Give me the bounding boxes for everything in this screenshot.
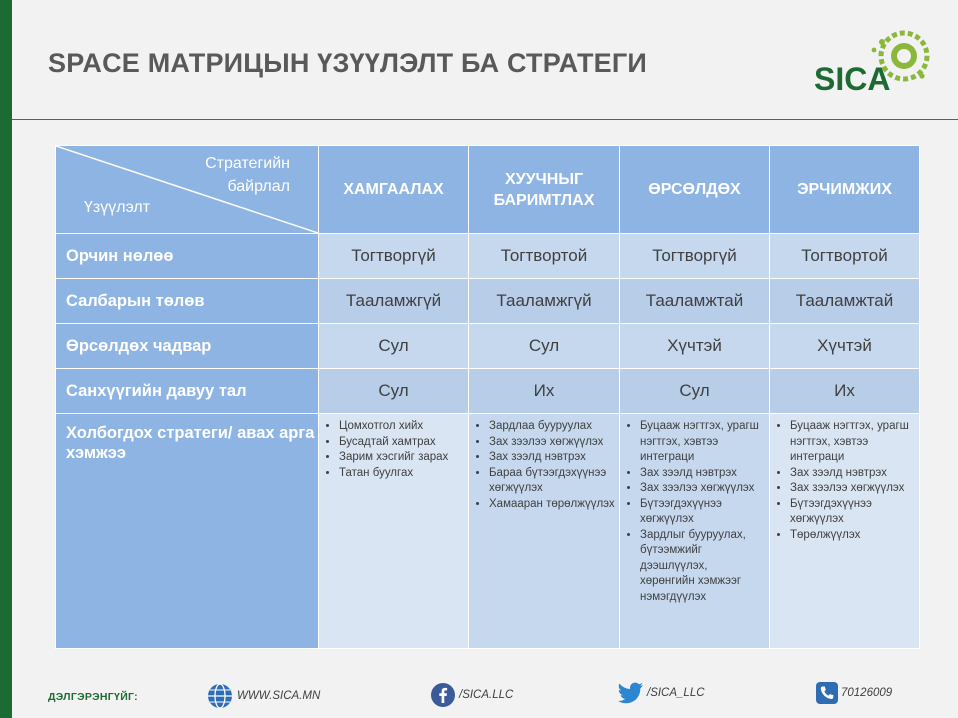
facebook-icon <box>430 682 456 708</box>
list-item: • Зах зээлээ хөгжүүлэх <box>790 481 915 497</box>
corner-column-caption: Стратегийн байрлал <box>205 155 290 195</box>
page-title: SPACE МАТРИЦЫН ҮЗҮҮЛЭЛТ БА СТРАТЕГИ <box>48 48 647 78</box>
table-row <box>56 234 920 279</box>
strategy-list-cell <box>620 414 770 649</box>
table-cell: Тааламжгүй <box>469 279 620 324</box>
table-cell: Тааламжтай <box>770 279 920 324</box>
table-row <box>56 369 920 414</box>
list-item: • Зах зээлээ хөгжүүлэх <box>489 435 615 451</box>
facebook-link[interactable] <box>430 682 513 708</box>
row-label: Орчин нөлөө <box>56 234 319 279</box>
table-cell: Тогтвортой <box>469 234 620 279</box>
table-cell: Их <box>770 369 920 414</box>
strategy-list-cell <box>770 414 920 649</box>
table-cell: Сул <box>319 324 469 369</box>
twitter-icon <box>618 682 644 704</box>
strategy-list-cell <box>319 414 469 649</box>
phone-icon <box>816 682 838 704</box>
table-row <box>56 324 920 369</box>
list-item: • Бүтээгдэхүүнээ хөгжүүлэх <box>640 497 765 528</box>
twitter-text: /SICA_LLC <box>647 687 705 699</box>
list-item: • Зардлыг бууруулах, бүтээмжийг дээшлүүлэх, хөрөнгийн хэмжээг нэмэгдүүлэх <box>640 528 765 606</box>
list-item: • Бүтээгдэхүүнээ хөгжүүлэх <box>790 497 915 528</box>
twitter-link[interactable] <box>618 682 705 704</box>
globe-icon <box>206 682 234 710</box>
table-cell: Тааламжгүй <box>319 279 469 324</box>
table-cell: Тогтвортой <box>770 234 920 279</box>
column-header: ЭРЧИМЖИХ <box>770 146 920 234</box>
column-header: ХУУЧНЫГ БАРИМТЛАХ <box>469 146 620 234</box>
website-link[interactable] <box>206 682 320 710</box>
list-item: • Бараа бүтээгдэхүүнээ хөгжүүлэх <box>489 466 615 497</box>
logo-text: SICA <box>814 61 891 97</box>
row-label: Өрсөлдөх чадвар <box>56 324 319 369</box>
footer <box>0 680 958 714</box>
strategy-list-cell <box>469 414 620 649</box>
table-cell: Сул <box>620 369 770 414</box>
list-item: • Татан буулгах <box>339 466 464 482</box>
row-label: Санхүүгийн давуу тал <box>56 369 319 414</box>
row-label: Холбогдох стратеги/ авах арга хэмжээ <box>56 414 319 649</box>
facebook-text: /SICA.LLC <box>459 689 514 701</box>
phone-text: 70126009 <box>841 687 893 699</box>
table-cell: Хүчтэй <box>770 324 920 369</box>
phone-link[interactable] <box>816 682 892 704</box>
list-item: • Зарим хэсгийг зарах <box>339 450 464 466</box>
list-item: • Зардлаа бууруулах <box>489 419 615 435</box>
strategy-row <box>56 414 920 649</box>
column-header: ХАМГААЛАХ <box>319 146 469 234</box>
table-cell: Сул <box>469 324 620 369</box>
list-item: • Цомхотгол хийх <box>339 419 464 435</box>
space-matrix-table <box>55 145 920 649</box>
sica-logo <box>812 30 932 106</box>
list-item: • Зах зээлд нэвтрэх <box>790 466 915 482</box>
table-cell: Тогтворгүй <box>620 234 770 279</box>
table-row <box>56 279 920 324</box>
list-item: • Төрөлжүүлэх <box>790 528 915 544</box>
table-cell: Хүчтэй <box>620 324 770 369</box>
list-item: • Зах зээлд нэвтрэх <box>640 466 765 482</box>
row-label: Салбарын төлөв <box>56 279 319 324</box>
list-item: • Зах зээлд нэвтрэх <box>489 450 615 466</box>
list-item: • Буцааж нэгтгэх, урагш нэгтгэх, хэвтээ интеграци <box>640 419 765 466</box>
list-item: • Бусадтай хамтрах <box>339 435 464 451</box>
list-item: • Буцааж нэгтгэх, урагш нэгтгэх, хэвтээ интеграци <box>790 419 915 466</box>
left-accent-bar <box>0 0 12 718</box>
table-cell: Их <box>469 369 620 414</box>
column-header: ӨРСӨЛДӨХ <box>620 146 770 234</box>
list-item: • Зах зээлээ хөгжүүлэх <box>640 481 765 497</box>
title-divider <box>12 119 958 120</box>
corner-header-cell <box>56 146 319 234</box>
list-item: • Хамааран төрөлжүүлэх <box>489 497 615 513</box>
website-text: WWW.SICA.MN <box>237 690 321 702</box>
footer-label: ДЭЛГЭРЭНГҮЙГ: <box>48 691 138 703</box>
table-cell: Тааламжтай <box>620 279 770 324</box>
table-cell: Тогтворгүй <box>319 234 469 279</box>
table-cell: Сул <box>319 369 469 414</box>
corner-row-caption: Үзүүлэлт <box>84 199 151 216</box>
